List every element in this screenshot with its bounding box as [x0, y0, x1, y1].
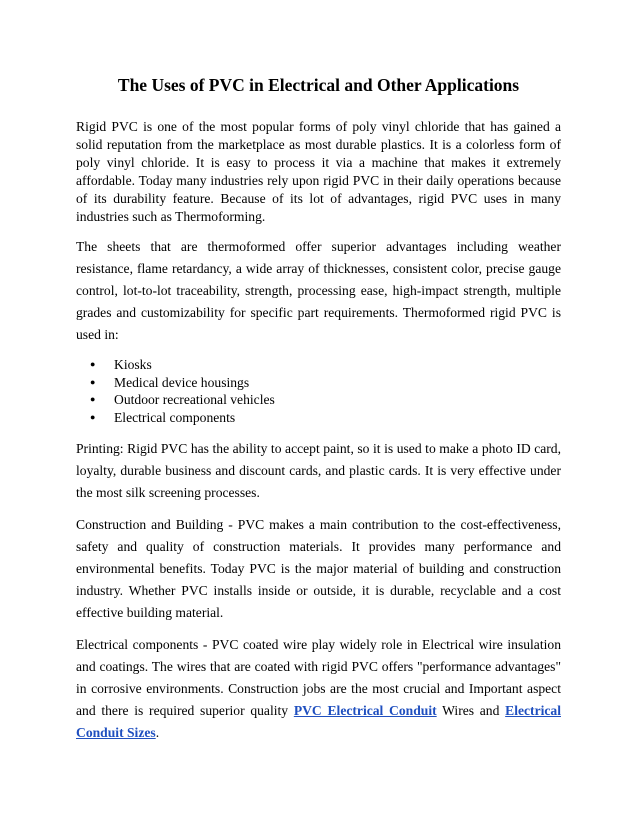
list-item [76, 356, 561, 374]
intro-paragraph: Rigid PVC is one of the most popular forms of poly vinyl chloride that has gained a solid reputation from the marketplace as most durable plastics. It is a colorless form of poly vinyl chloride. It is easy to process it via a machine that makes it extremely affordable. Today many industries rely upon rigid PVC in their daily operations because of its durability feature. Because of its lot of advantages, rigid PVC uses in many industries such as Thermoforming. [76, 119, 561, 224]
list-item-text: Kiosks [114, 357, 152, 372]
list-item-text: Electrical components [114, 409, 236, 425]
document-title: The Uses of PVC in Electrical and Other Applications [117, 75, 520, 95]
list-item-text: Outdoor recreational vehicles [114, 392, 275, 407]
construction-paragraph: Construction and Building - PVC makes a main contribution to the cost-effectiveness, safety and quality of construction materials. It provides many performance and environmental benefits. Today PVC is the major material of building and construction industry. Whether PVC installs inside or outside, it is durable, recyclable and a cost effective building material. [76, 517, 561, 620]
bullet-icon: ● [90, 376, 96, 387]
uses-list [76, 356, 561, 426]
electrical-paragraph [76, 634, 561, 744]
electrical-middle-text: Wires and [436, 703, 506, 718]
bullet-icon: ● [90, 394, 96, 404]
electrical-end-text: . [155, 725, 160, 740]
thermoforming-paragraph: The sheets that are thermoformed offer superior advantages including weather resistance, flame retardancy, a wide array of thicknesses, consistent color, precise gauge control, lot-to-lot traceability, strength, processing ease, high-impact strength, multiple grades and customizability for specific part requirements. Thermoformed rigid PVC is used in: [76, 239, 561, 342]
list-item-text: Medical device housings [114, 374, 250, 390]
electrical-text: Electrical components - PVC coated wire play widely role in Electrical wire insulation and coatings. The wires that are coated with rigid PVC offers "performance advantages" in corrosive environments. Construction jobs are the most crucial and Important aspect and there is required superior quality [76, 637, 561, 718]
printing-paragraph: Printing: Rigid PVC has the ability to accept paint, so it is used to make a photo ID card, loyalty, durable business and discount cards, and plastic cards. It is very effective under the most silk screening processes. [76, 441, 561, 500]
list-item [76, 374, 561, 392]
list-item [76, 409, 561, 427]
electrical-conduit-sizes-link[interactable]: Electrical Conduit Sizes [76, 703, 561, 740]
bullet-icon: ● [90, 359, 96, 369]
pvc-electrical-conduit-link[interactable]: PVC Electrical Conduit [293, 703, 437, 718]
list-item [76, 391, 561, 409]
bullet-icon: ● [90, 411, 96, 422]
